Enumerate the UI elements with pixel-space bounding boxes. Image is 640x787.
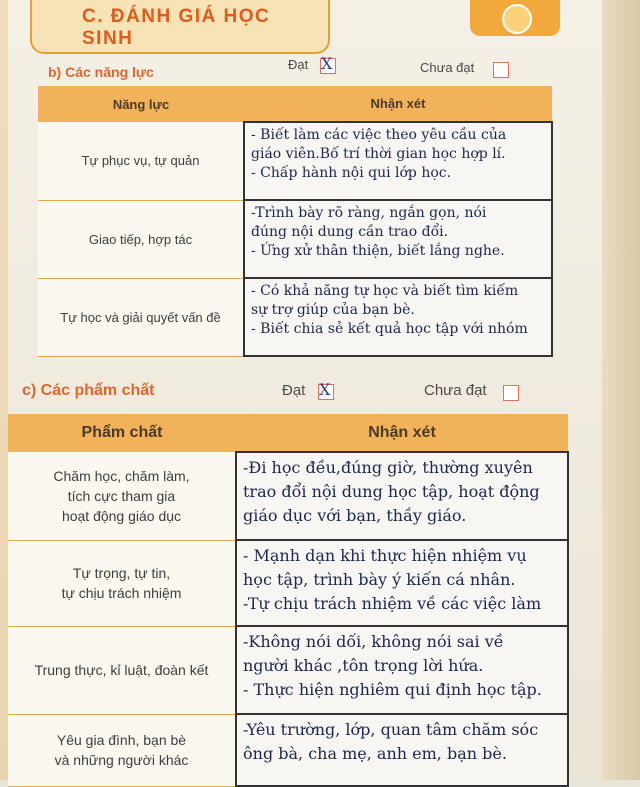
comment-line: - Ứng xử thân thiện, biết lắng nghe. [251, 243, 505, 259]
qualities-fail-checkbox[interactable] [503, 385, 519, 401]
capabilities-heading: b) Các năng lực [48, 64, 154, 80]
checkmark-icon: X [321, 54, 333, 73]
table-row [38, 278, 552, 356]
column-header: Năng lực [38, 86, 244, 122]
comment-cell [236, 540, 568, 626]
criterion-cell [8, 452, 236, 540]
qualities-heading: c) Các phẩm chất [22, 382, 155, 399]
book-spine [602, 0, 640, 780]
capabilities-fail-label: Chưa đạt [420, 60, 475, 75]
criterion-cell: Tự học và giải quyết vấn đề [38, 278, 244, 356]
criterion-line: Yêu gia đình, bạn bè [56, 732, 187, 748]
criterion-line: Tự trọng, tự tin, [72, 565, 171, 581]
table-row [38, 122, 552, 200]
criterion-cell [8, 626, 236, 714]
criterion-cell: Giao tiếp, hợp tác [38, 200, 244, 278]
comment-cell [236, 452, 568, 540]
comment-line: -Yêu trường, lớp, quan tâm chăm sóc [243, 720, 539, 739]
criterion-cell [8, 540, 236, 626]
emblem-icon [502, 4, 532, 34]
comment-line: - Mạnh dạn khi thực hiện nhiệm vụ [243, 546, 527, 565]
comment-line: giáo dục với bạn, thầy giáo. [243, 506, 467, 525]
corner-badge [470, 0, 560, 36]
page-edge [0, 0, 8, 780]
comment-line: - Thực hiện nghiêm qui định học tập. [243, 680, 542, 699]
table-header-row [38, 86, 552, 122]
section-header [30, 0, 330, 54]
comment-cell [244, 200, 552, 278]
comment-line: học tập, trình bày ý kiến cá nhân. [243, 570, 516, 589]
comment-line: - Biết chia sẻ kết quả học tập với nhóm [251, 321, 528, 337]
comment-line: giáo viên.Bố trí thời gian học hợp lí. [251, 146, 506, 162]
comment-line: người khác ,tôn trọng lời hứa. [243, 656, 484, 675]
table-row [8, 452, 568, 540]
qualities-pass-label: Đạt [282, 382, 306, 399]
capabilities-table [38, 86, 553, 357]
comment-cell [236, 714, 568, 786]
table-row [8, 540, 568, 626]
table-header-row [8, 414, 568, 452]
criterion-line: Chăm học, chăm làm, [53, 467, 190, 484]
section-title: C. ĐÁNH GIÁ HỌC SINH [82, 6, 271, 49]
comment-line: -Không nói dối, không nói sai về [243, 632, 504, 651]
comment-line: - Có khả năng tự học và biết tìm kiếm [251, 283, 519, 299]
column-header: Phẩm chất [8, 414, 236, 452]
table-row [8, 714, 568, 786]
qualities-fail-label: Chưa đạt [424, 382, 487, 399]
criterion-line: Trung thực, kỉ luật, đoàn kết [34, 662, 209, 678]
comment-cell [236, 626, 568, 714]
comment-line: - Chấp hành nội qui lớp học. [251, 165, 452, 181]
capabilities-pass-checkbox[interactable] [320, 54, 336, 74]
column-header: Nhận xét [236, 414, 568, 452]
checkmark-icon: X [319, 380, 331, 399]
table-row [8, 626, 568, 714]
comment-line: đúng nội dung cần trao đổi. [251, 224, 449, 240]
criterion-cell [8, 714, 236, 786]
criterion-line: hoạt động giáo dục [61, 507, 182, 524]
criterion-line: tích cực tham gia [67, 487, 176, 504]
comment-line: -Trình bày rõ ràng, ngắn gọn, nói [251, 205, 487, 221]
comment-line: -Tự chịu trách nhiệm về các việc làm [243, 594, 542, 613]
comment-line: - Biết làm các việc theo yêu cầu của [251, 127, 507, 143]
table-row [38, 200, 552, 278]
column-header: Nhận xét [244, 86, 552, 122]
qualities-table [8, 414, 569, 787]
comment-line: trao đổi nội dung học tập, hoạt động [243, 482, 540, 501]
criterion-line: và những người khác [54, 752, 189, 768]
criterion-line: tự chịu trách nhiệm [61, 585, 182, 601]
capabilities-fail-checkbox[interactable] [493, 62, 509, 78]
comment-line: -Đi học đều,đúng giờ, thường xuyên [243, 458, 533, 477]
comment-line: sự trợ giúp của bạn bè. [251, 302, 415, 318]
comment-cell [244, 278, 552, 356]
capabilities-pass-label: Đạt [288, 57, 309, 72]
qualities-pass-checkbox[interactable] [318, 380, 334, 400]
criterion-cell: Tự phục vụ, tự quản [38, 122, 244, 200]
comment-line: ông bà, cha mẹ, anh em, bạn bè. [243, 744, 507, 763]
comment-cell [244, 122, 552, 200]
